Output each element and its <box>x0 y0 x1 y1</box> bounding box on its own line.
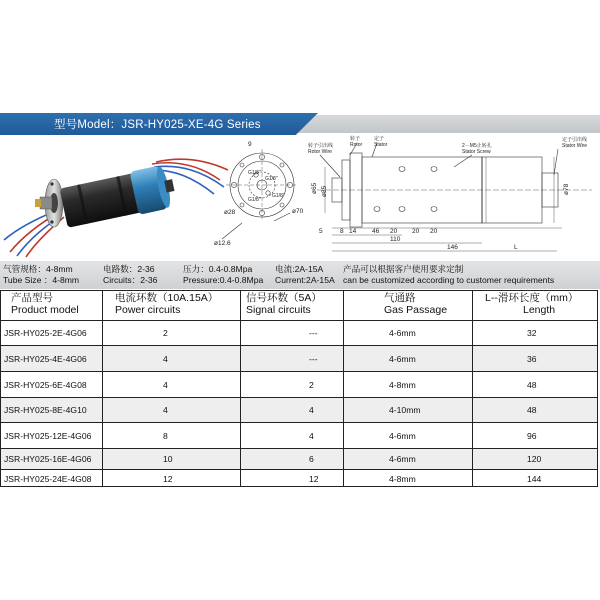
side-view <box>317 143 592 251</box>
cell-model: JSR-HY025-2E-4G06 <box>1 321 103 345</box>
header-product-model <box>1 291 103 320</box>
cell-length: 32 <box>527 328 537 338</box>
rotor-wire-en: Rotor Wire <box>308 149 332 155</box>
spec-custom <box>343 264 554 286</box>
cell-gas-passage: 4-6mm <box>344 423 473 448</box>
table-row <box>1 345 597 371</box>
spec-circuits-cn: 电路数：2-36 <box>103 264 155 274</box>
stator-cn: 定子 <box>374 136 385 142</box>
dim-d12-6: ø12.6 <box>214 240 231 247</box>
cell-length: 48 <box>527 379 537 390</box>
dim-d65: ø65 <box>311 182 318 194</box>
cell-model: JSR-HY025-8E-4G10 <box>1 398 103 422</box>
cell-signal-circuits: 4 <box>241 423 344 448</box>
dim-14: 14 <box>349 228 357 235</box>
spec-current-cn: 电流:2A-15A <box>275 264 324 274</box>
label-g18-c: G1/8" <box>272 193 285 199</box>
rotor-cn: 转子 <box>350 136 361 142</box>
cell-signal-circuits: --- <box>241 346 344 371</box>
dim-20-a: 20 <box>390 228 398 235</box>
spec-current <box>275 264 335 286</box>
dim-5: 5 <box>319 228 323 235</box>
header-label-cn: 电流环数（10A.15A） <box>115 292 219 304</box>
header-label-en: Gas Passage <box>384 303 448 316</box>
cell-gas-passage: 4-6mm <box>344 321 473 345</box>
stator-wire-cn: 定子引出线 <box>562 137 588 143</box>
cell-gas-passage: 4-10mm <box>344 398 473 422</box>
spec-pressure <box>183 264 263 286</box>
stator-screw-cn: 2－M5止转孔 <box>462 143 492 149</box>
cell-length: 120 <box>527 454 542 464</box>
mount-flange <box>35 179 63 227</box>
header-label-en: Signal circuits <box>246 303 311 316</box>
spec-custom-cn: 产品可以根据客户使用要求定制 <box>343 264 464 274</box>
spec-tube <box>3 264 79 286</box>
cell-length: 36 <box>527 353 537 364</box>
spec-circuits <box>103 264 157 286</box>
dim-d85: ø85 <box>321 185 328 197</box>
spec-circuits-en: Circuits：2-36 <box>103 275 158 285</box>
slip-ring-body <box>59 164 178 230</box>
cell-model: JSR-HY025-16E-4G06 <box>1 449 103 469</box>
table-row <box>1 448 597 469</box>
header-label-cn: L--滑环长度（mm） <box>485 292 579 304</box>
cell-power-circuits: 4 <box>103 372 241 397</box>
dim-46: 46 <box>372 228 380 235</box>
label-g18-d: G1/8" <box>248 197 261 203</box>
dim-9: 9 <box>248 141 252 148</box>
cell-signal-circuits: 2 <box>241 372 344 397</box>
label-g18-b: G1/8" <box>265 176 278 182</box>
table-row <box>1 422 597 448</box>
cell-length: 96 <box>527 430 537 441</box>
product-photo <box>2 140 232 258</box>
rotor-wire-cn: 转子引出线 <box>308 143 334 149</box>
table-row <box>1 397 597 422</box>
cell-gas-passage: 4-8mm <box>344 470 473 487</box>
table-row <box>1 469 597 487</box>
label-g18-a: G1/8" <box>248 170 261 176</box>
cell-signal-circuits: 4 <box>241 398 344 422</box>
cell-model: JSR-HY025-6E-4G08 <box>1 372 103 397</box>
cell-power-circuits: 8 <box>103 423 241 448</box>
dim-d78: ø78 <box>563 183 570 195</box>
stator-en: Stator <box>374 142 388 148</box>
cell-gas-passage: 4-6mm <box>344 449 473 469</box>
stator-screw-en: Stator Screw <box>462 149 491 155</box>
header-label-cn: 气通路 <box>384 292 416 304</box>
dim-d70: ø70 <box>292 208 304 215</box>
dim-20-c: 20 <box>430 228 438 235</box>
cell-gas-passage: 4-8mm <box>344 372 473 397</box>
spec-pressure-en: Pressure:0.4-0.8Mpa <box>183 275 264 285</box>
model-table <box>0 290 598 487</box>
dim-d28: ø28 <box>224 209 236 216</box>
header-label-en: Length <box>523 303 556 316</box>
spec-pressure-cn: 压力：0.4-0.8Mpa <box>183 264 253 274</box>
cell-length: 48 <box>527 405 537 415</box>
cell-power-circuits: 4 <box>103 346 241 371</box>
dim-146: 146 <box>447 244 458 251</box>
spec-tube-cn: 气管规格：4-8mm <box>3 264 73 274</box>
cell-signal-circuits: 12 <box>241 470 344 487</box>
cell-power-circuits: 2 <box>103 321 241 345</box>
cell-length: 144 <box>527 473 542 484</box>
cell-signal-circuits: 6 <box>241 449 344 469</box>
dim-L: L <box>514 244 518 251</box>
cell-signal-circuits: --- <box>241 321 344 345</box>
header-label-cn: 信号环数（5A） <box>246 292 322 304</box>
table-row <box>1 371 597 397</box>
cell-power-circuits: 12 <box>103 470 241 487</box>
header-power-circuits <box>103 291 241 320</box>
header-signal-circuits <box>241 291 344 320</box>
cell-power-circuits: 10 <box>103 449 241 469</box>
spec-current-en: Current:2A-15A <box>275 275 335 285</box>
dim-110: 110 <box>390 236 401 243</box>
dim-20-b: 20 <box>412 228 420 235</box>
cell-model: JSR-HY025-24E-4G08 <box>1 470 103 487</box>
rotor-en: Rotor <box>350 142 363 148</box>
table-row <box>1 320 597 345</box>
header-label-en: Product model <box>11 303 79 316</box>
dim-8: 8 <box>340 228 344 235</box>
spec-tube-en: Tube Size ：4-8mm <box>3 275 80 285</box>
cell-model: JSR-HY025-12E-4G06 <box>1 423 103 448</box>
header-length <box>473 291 597 320</box>
model-banner <box>0 113 600 135</box>
cell-power-circuits: 4 <box>103 398 241 422</box>
cell-model: JSR-HY025-4E-4G06 <box>1 346 103 371</box>
end-view <box>222 149 298 239</box>
header-label-en: Power circuits <box>115 303 181 316</box>
cell-gas-passage: 4-6mm <box>344 346 473 371</box>
technical-drawing <box>212 135 600 260</box>
header-label-cn: 产品型号 <box>11 292 53 304</box>
header-gas-passage <box>344 291 473 320</box>
stator-wire-en: Stator Wire <box>562 143 588 149</box>
spec-custom-en: can be customized according to customer requirements <box>343 275 555 285</box>
model-series-title: 型号Model：JSR-HY025-XE-4G Series <box>54 119 261 131</box>
spec-strip <box>0 261 600 289</box>
